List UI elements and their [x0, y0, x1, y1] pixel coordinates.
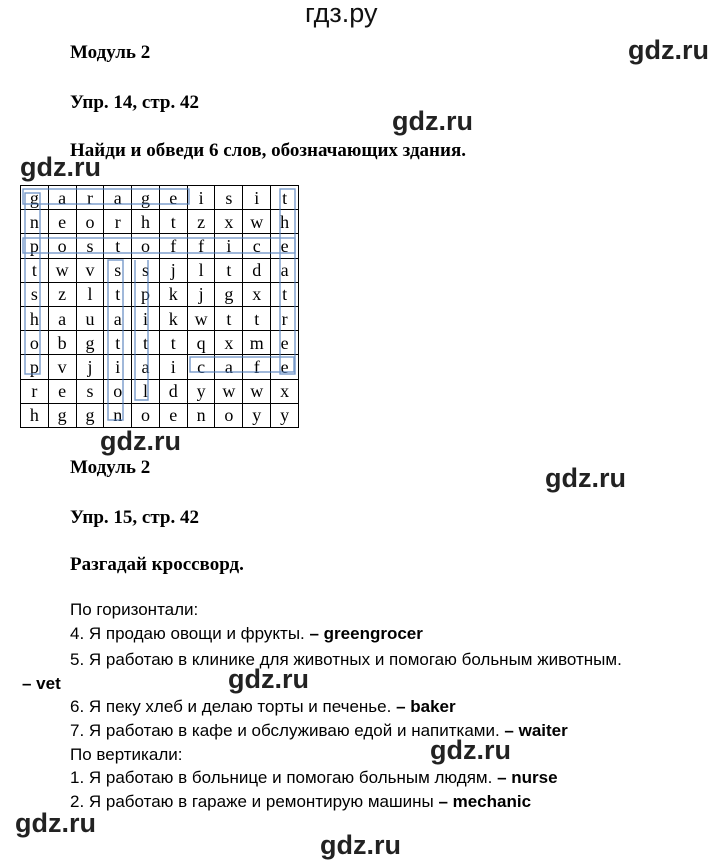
module-heading: Модуль 2: [70, 42, 151, 63]
watermark: gdz.ru: [15, 808, 96, 838]
exercise-heading: Упр. 14, стр. 42: [70, 92, 199, 113]
clue-row: [70, 768, 558, 788]
grid-row: [21, 282, 299, 306]
grid-cell: e: [48, 379, 76, 403]
grid-cell: i: [243, 186, 271, 210]
watermark: gdz.ru: [430, 735, 511, 765]
grid-cell: a: [215, 355, 243, 379]
grid-cell: g: [132, 186, 160, 210]
horizontal-label: По горизонтали:: [70, 600, 199, 619]
grid-cell: n: [104, 403, 132, 427]
grid-cell: w: [48, 258, 76, 282]
grid-cell: s: [132, 258, 160, 282]
watermark: gdz.ru: [628, 35, 709, 65]
grid-cell: n: [187, 403, 215, 427]
grid-cell: i: [187, 186, 215, 210]
grid-cell: x: [271, 379, 299, 403]
grid-cell: n: [21, 210, 49, 234]
grid-cell: s: [76, 234, 104, 258]
site-title[interactable]: гдз.ру: [305, 0, 378, 28]
grid-cell: t: [104, 234, 132, 258]
grid-cell: a: [104, 186, 132, 210]
grid-cell: l: [132, 379, 160, 403]
grid-cell: e: [159, 186, 187, 210]
grid-cell: k: [159, 282, 187, 306]
grid-cell: g: [76, 331, 104, 355]
grid-cell: p: [132, 282, 160, 306]
grid-cell: o: [215, 403, 243, 427]
grid-cell: t: [215, 306, 243, 330]
grid-cell: h: [21, 403, 49, 427]
grid-cell: v: [76, 258, 104, 282]
grid-cell: s: [76, 379, 104, 403]
grid-cell: i: [215, 234, 243, 258]
grid-cell: z: [187, 210, 215, 234]
grid-cell: w: [243, 210, 271, 234]
task-text-2: Разгадай кроссворд.: [70, 554, 244, 575]
grid-cell: h: [21, 306, 49, 330]
grid-cell: t: [215, 258, 243, 282]
clue-answer: – mechanic: [438, 792, 532, 811]
grid-cell: y: [243, 403, 271, 427]
watermark: gdz.ru: [20, 152, 101, 182]
grid-cell: u: [76, 306, 104, 330]
clue-answer: – nurse: [497, 768, 558, 787]
grid-cell: s: [21, 282, 49, 306]
grid-cell: l: [187, 258, 215, 282]
task-text: Найди и обведи 6 слов, обозначающих здания.: [70, 140, 466, 161]
grid-row: [21, 331, 299, 355]
grid-cell: r: [21, 379, 49, 403]
grid-cell: t: [104, 282, 132, 306]
grid-cell: o: [21, 331, 49, 355]
clue-answer: – vet: [22, 674, 61, 693]
clue-row: [70, 624, 423, 644]
grid-cell: g: [76, 403, 104, 427]
grid-row: [21, 355, 299, 379]
grid-cell: a: [271, 258, 299, 282]
clue-text: 7. Я работаю в кафе и обслуживаю едой и напитками.: [70, 721, 505, 740]
grid-row: [21, 306, 299, 330]
clue-row: [70, 697, 456, 717]
grid-cell: y: [187, 379, 215, 403]
clue-text: 5. Я работаю в клинике для животных и помогаю больным животным.: [70, 650, 622, 669]
clue-answer: – greengrocer: [309, 624, 423, 643]
grid-cell: e: [271, 355, 299, 379]
grid-cell: a: [132, 355, 160, 379]
grid-cell: t: [271, 282, 299, 306]
grid-row: [21, 210, 299, 234]
clue-answer: – baker: [396, 697, 456, 716]
grid-cell: k: [159, 306, 187, 330]
grid-cell: w: [215, 379, 243, 403]
grid-cell: b: [48, 331, 76, 355]
grid-row: [21, 379, 299, 403]
grid-cell: j: [187, 282, 215, 306]
clue-text: 1. Я работаю в больнице и помогаю больным людям.: [70, 768, 498, 787]
clue-row: [70, 721, 568, 741]
grid-cell: x: [215, 331, 243, 355]
grid-cell: d: [159, 379, 187, 403]
watermark: gdz.ru: [228, 664, 309, 694]
grid-cell: r: [76, 186, 104, 210]
grid-cell: s: [215, 186, 243, 210]
grid-cell: e: [48, 210, 76, 234]
grid-cell: e: [159, 403, 187, 427]
grid-cell: f: [159, 234, 187, 258]
clue-row: [70, 792, 531, 812]
grid-cell: o: [132, 234, 160, 258]
grid-cell: f: [187, 234, 215, 258]
grid-cell: x: [243, 282, 271, 306]
grid-cell: j: [76, 355, 104, 379]
vertical-label: По вертикали:: [70, 745, 183, 764]
grid-cell: t: [159, 210, 187, 234]
grid-cell: r: [271, 306, 299, 330]
grid-cell: e: [271, 331, 299, 355]
watermark: gdz.ru: [320, 830, 401, 860]
clue-row: [22, 674, 61, 694]
clue-answer: – waiter: [504, 721, 568, 740]
grid-cell: v: [48, 355, 76, 379]
grid-cell: o: [104, 379, 132, 403]
grid-cell: m: [243, 331, 271, 355]
grid-cell: o: [48, 234, 76, 258]
watermark: gdz.ru: [392, 106, 473, 136]
grid-row: [21, 234, 299, 258]
grid-cell: d: [243, 258, 271, 282]
grid-cell: w: [187, 306, 215, 330]
clue-row: [70, 650, 622, 670]
grid-cell: a: [104, 306, 132, 330]
grid-cell: w: [243, 379, 271, 403]
grid-cell: y: [271, 403, 299, 427]
grid-cell: t: [21, 258, 49, 282]
grid-cell: r: [104, 210, 132, 234]
watermark: gdz.ru: [545, 463, 626, 493]
grid-cell: g: [48, 403, 76, 427]
grid-cell: o: [76, 210, 104, 234]
grid-cell: i: [132, 306, 160, 330]
module-heading-2: Модуль 2: [70, 457, 151, 478]
grid-cell: h: [271, 210, 299, 234]
clue-text: 4. Я продаю овощи и фрукты.: [70, 624, 310, 643]
grid-cell: e: [271, 234, 299, 258]
grid-cell: a: [48, 186, 76, 210]
grid-cell: s: [104, 258, 132, 282]
grid-cell: j: [159, 258, 187, 282]
grid-cell: f: [243, 355, 271, 379]
grid-row: [21, 403, 299, 427]
grid-cell: x: [215, 210, 243, 234]
grid-cell: t: [271, 186, 299, 210]
grid-cell: a: [48, 306, 76, 330]
grid-cell: h: [132, 210, 160, 234]
exercise-heading-2: Упр. 15, стр. 42: [70, 507, 199, 528]
word-search-grid: [20, 185, 299, 428]
grid-cell: o: [132, 403, 160, 427]
watermark: gdz.ru: [100, 426, 181, 456]
clue-text: 6. Я пеку хлеб и делаю торты и печенье.: [70, 697, 397, 716]
grid-cell: g: [215, 282, 243, 306]
grid-cell: q: [187, 331, 215, 355]
grid-cell: t: [243, 306, 271, 330]
grid-cell: t: [132, 331, 160, 355]
grid-cell: i: [159, 355, 187, 379]
clue-text: 2. Я работаю в гараже и ремонтирую машины: [70, 792, 439, 811]
grid-cell: c: [243, 234, 271, 258]
grid-cell: z: [48, 282, 76, 306]
grid-cell: g: [21, 186, 49, 210]
grid-row: [21, 186, 299, 210]
grid-cell: t: [159, 331, 187, 355]
grid-cell: c: [187, 355, 215, 379]
grid-cell: p: [21, 355, 49, 379]
grid-row: [21, 258, 299, 282]
grid-cell: i: [104, 355, 132, 379]
grid-cell: p: [21, 234, 49, 258]
grid-cell: t: [104, 331, 132, 355]
grid-cell: l: [76, 282, 104, 306]
